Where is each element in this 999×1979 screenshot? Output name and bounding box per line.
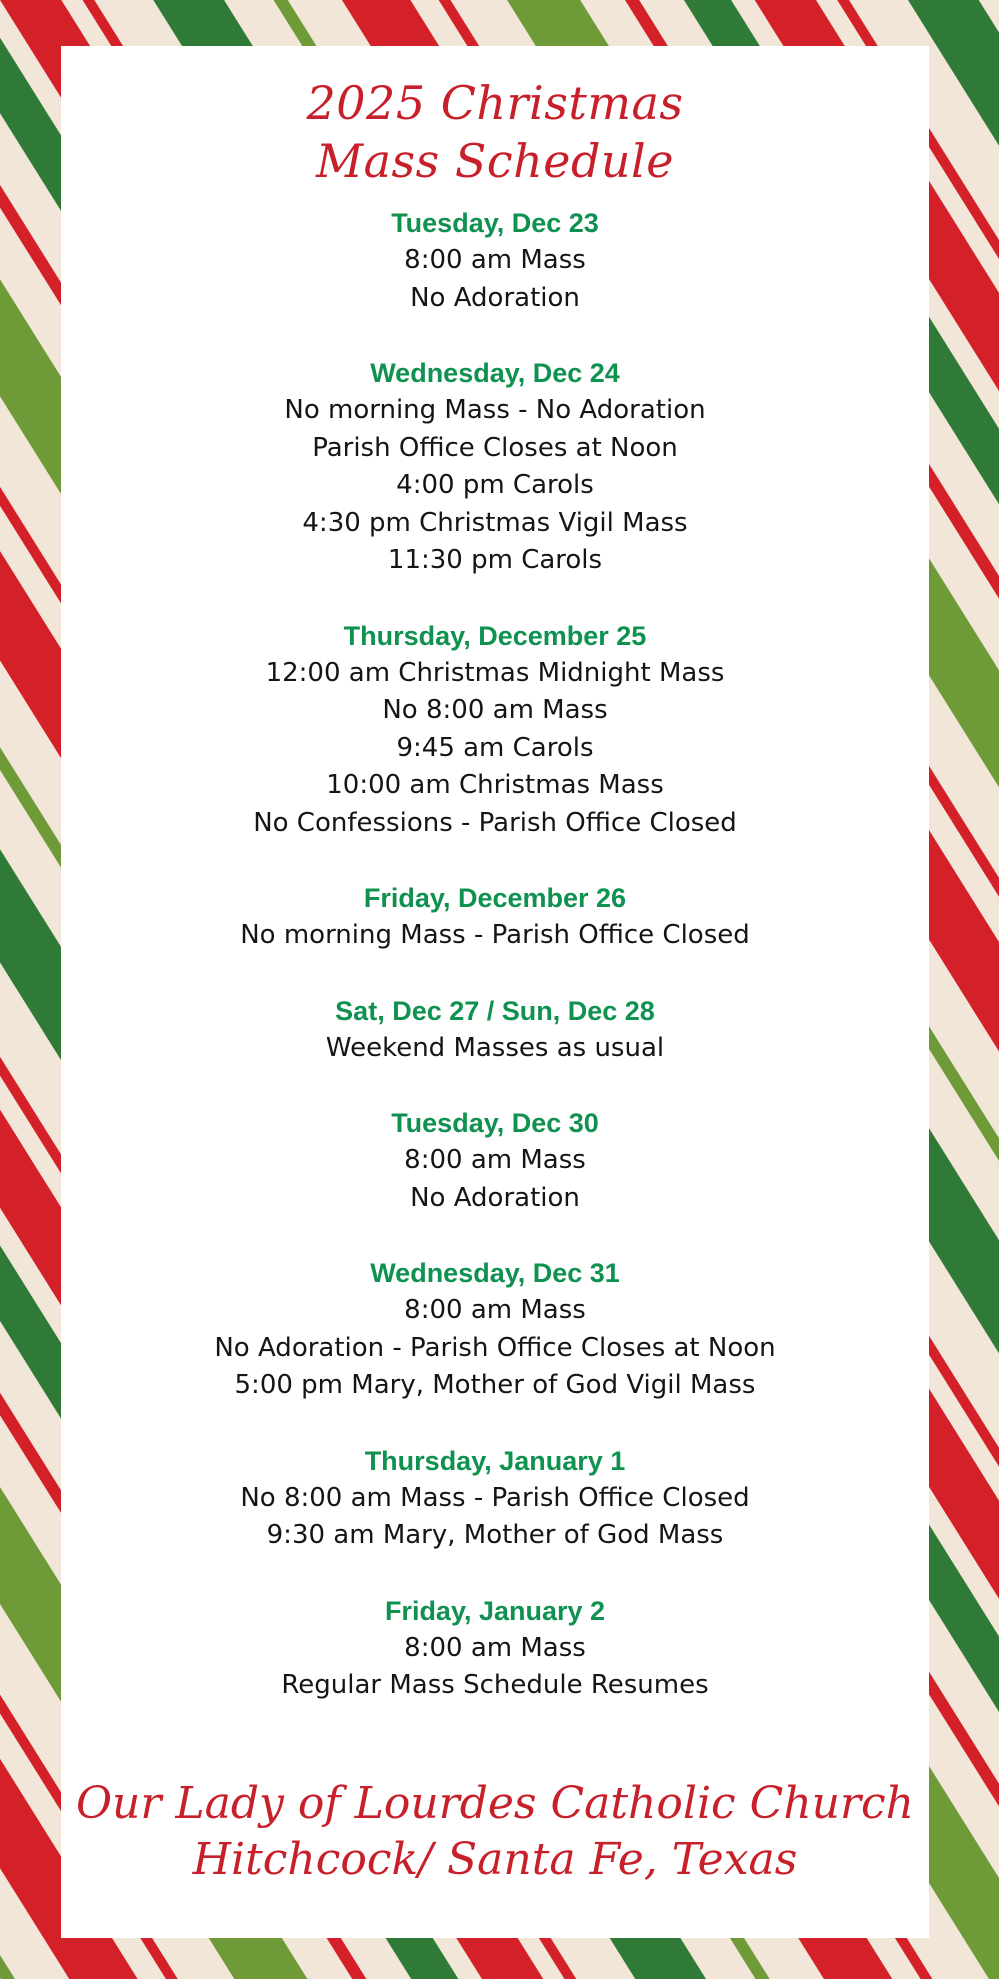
title-line-1: 2025 Christmas xyxy=(306,76,684,130)
schedule-line: 5:00 pm Mary, Mother of God Vigil Mass xyxy=(234,1370,756,1400)
schedule-line: 4:00 pm Carols xyxy=(396,470,594,500)
schedule-line: 12:00 am Christmas Midnight Mass xyxy=(265,657,725,688)
schedule-line: Weekend Masses as usual xyxy=(325,1032,665,1063)
schedule-line: No Adoration xyxy=(410,1182,580,1213)
day-heading: Thursday, December 25 xyxy=(343,620,647,651)
schedule-line: No 8:00 am Mass - Parish Office Closed xyxy=(240,1482,750,1513)
day-block-dec-24 xyxy=(61,354,929,580)
schedule-line: 9:30 am Mary, Mother of God Mass xyxy=(266,1520,724,1550)
church-footer xyxy=(61,1776,929,1888)
schedule-line: No Adoration xyxy=(410,282,580,313)
schedule-line: 8:00 am Mass xyxy=(404,1295,586,1325)
schedule-line: No Adoration - Parish Office Closes at Noon xyxy=(214,1332,776,1363)
day-heading: Wednesday, Dec 31 xyxy=(370,1258,620,1288)
schedule-line: Parish Office Closes at Noon xyxy=(312,432,678,463)
day-block-jan-1 xyxy=(61,1442,929,1555)
schedule-card xyxy=(61,46,929,1938)
schedule-line: 11:30 pm Carols xyxy=(387,545,603,575)
church-name: Our Lady of Lourdes Catholic Church xyxy=(75,1778,915,1829)
day-block-dec-30 xyxy=(61,1104,929,1217)
day-heading: Tuesday, Dec 30 xyxy=(391,1108,599,1138)
day-heading: Wednesday, Dec 24 xyxy=(370,358,620,388)
day-block-jan-2 xyxy=(61,1592,929,1705)
day-heading: Friday, January 2 xyxy=(384,1595,606,1626)
day-heading: Friday, December 26 xyxy=(363,883,627,913)
day-heading: Thursday, January 1 xyxy=(364,1445,626,1476)
schedule-line: No Confessions - Parish Office Closed xyxy=(253,807,737,838)
schedule-line: 10:00 am Christmas Mass xyxy=(326,770,664,800)
schedule-line: Regular Mass Schedule Resumes xyxy=(281,1670,709,1700)
schedule-line: 8:00 am Mass xyxy=(404,1145,586,1175)
schedule-line: 8:00 am Mass xyxy=(404,245,586,275)
day-heading: Tuesday, Dec 23 xyxy=(391,208,599,238)
schedule-list xyxy=(61,204,929,1705)
title-line-2: Mass Schedule xyxy=(316,134,674,188)
day-block-dec-25 xyxy=(61,617,929,843)
page-title xyxy=(61,74,929,190)
day-block-dec-27-28 xyxy=(61,992,929,1068)
schedule-line: No morning Mass - No Adoration xyxy=(284,395,706,425)
schedule-line: 9:45 am Carols xyxy=(396,732,594,763)
schedule-line: No morning Mass - Parish Office Closed xyxy=(240,920,750,950)
schedule-line: 4:30 pm Christmas Vigil Mass xyxy=(302,507,688,538)
schedule-line: No 8:00 am Mass xyxy=(382,695,608,725)
day-heading: Sat, Dec 27 / Sun, Dec 28 xyxy=(335,995,655,1026)
day-block-dec-23 xyxy=(61,204,929,317)
schedule-line: 8:00 am Mass xyxy=(404,1632,586,1663)
church-location: Hitchcock/ Santa Fe, Texas xyxy=(192,1834,798,1885)
day-block-dec-31 xyxy=(61,1254,929,1405)
day-block-dec-26 xyxy=(61,879,929,955)
